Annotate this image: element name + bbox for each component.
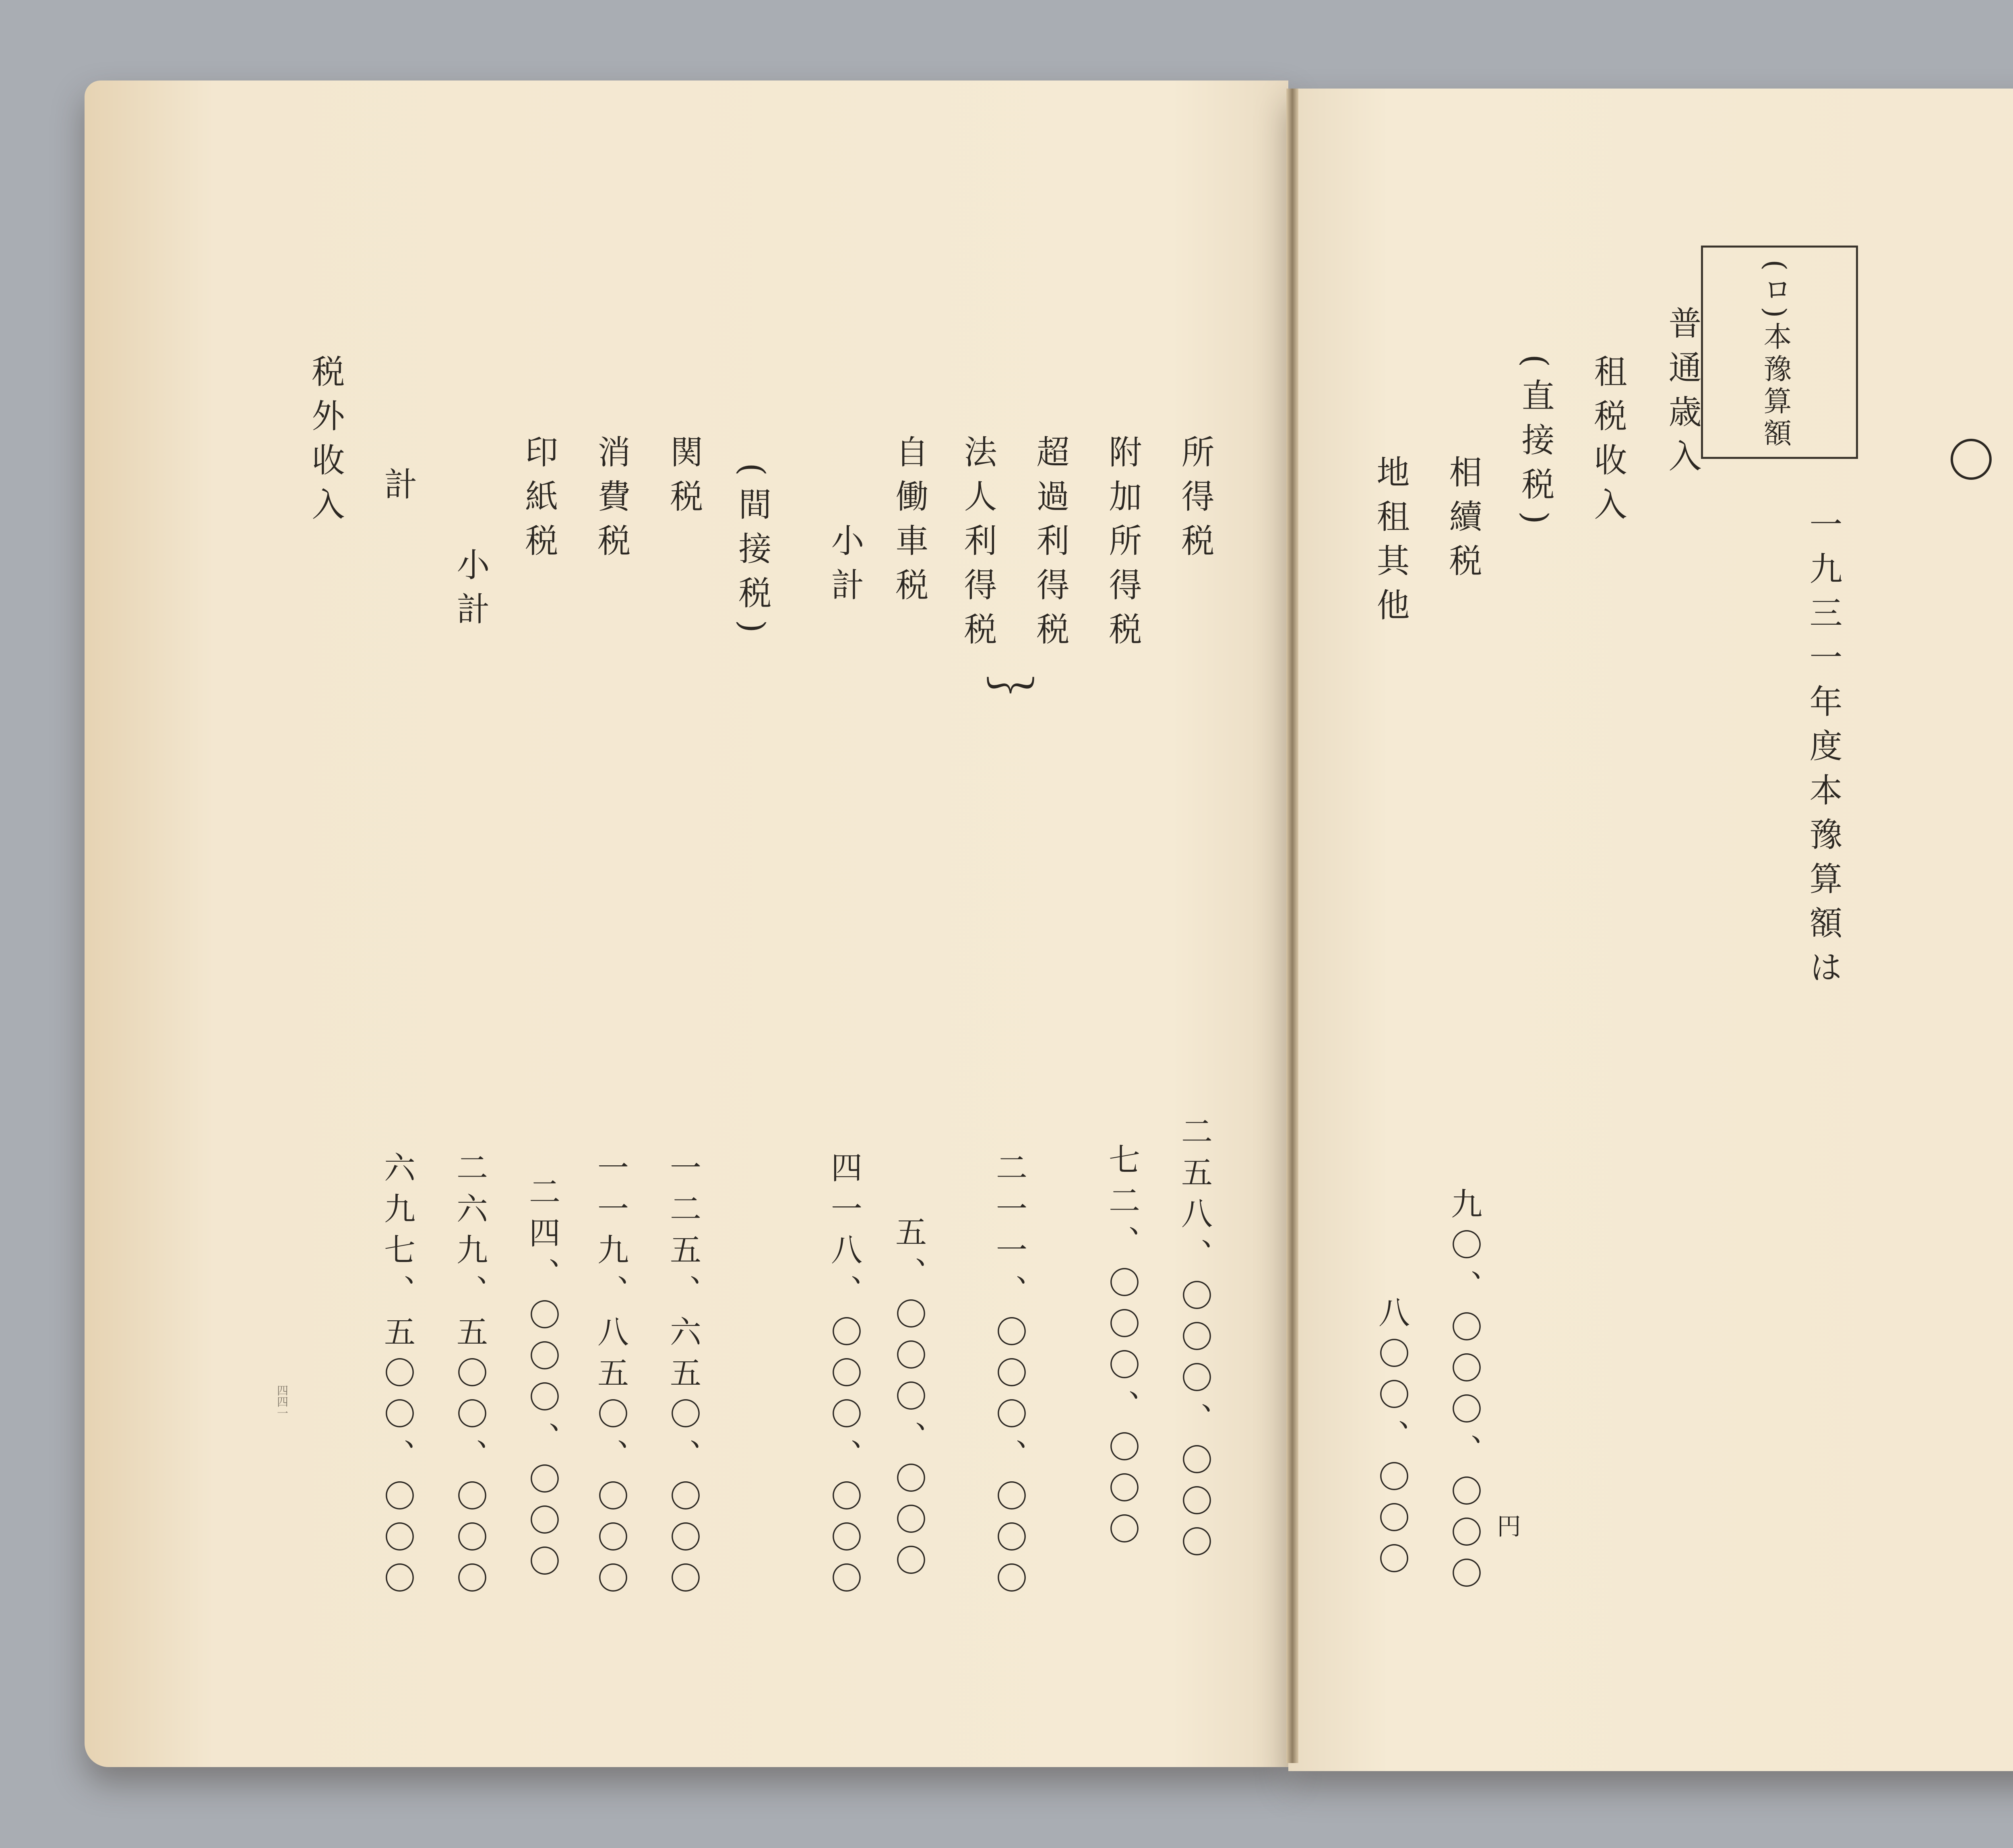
statement-amount-1: 九〇、〇〇〇、〇〇〇	[1446, 1187, 1482, 1598]
left-amount-subtotal-1: 四一八、〇〇〇、〇〇〇	[826, 1151, 862, 1603]
item-inheritance-tax: 相續税	[1444, 455, 1482, 588]
bracket-mark: ︸	[986, 675, 1035, 731]
left-item-automobile-tax: 自働車税	[890, 435, 928, 612]
statement-suffix: 円	[1493, 1514, 1521, 1544]
left-amount-income-tax: 二五八、〇〇〇、〇〇〇	[1176, 1115, 1212, 1567]
left-item-corporate-profit-tax: 法人利得税	[959, 435, 997, 656]
budget-statement: 一九三一年度本豫算額は	[1804, 507, 1842, 994]
left-item-consumption-tax: 消費税	[592, 435, 630, 568]
left-amount-additional-income-tax: 七二、〇〇〇、〇〇〇	[1104, 1143, 1140, 1554]
left-item-additional-income-tax: 附加所得税	[1104, 435, 1142, 656]
left-amount-consumption-tax: 一一九、八五〇、〇〇〇	[592, 1151, 628, 1603]
left-amount-customs: 一二五、六五〇、〇〇〇	[665, 1151, 701, 1603]
left-item-customs: 関税	[665, 435, 703, 523]
left-amount-subtotal-2: 二六九、五〇〇、〇〇〇	[451, 1151, 488, 1603]
left-item-excess-profit-tax: 超過利得税	[1031, 435, 1069, 656]
left-item-total: 計	[379, 467, 417, 511]
left-amount-profit-taxes: 二一一、〇〇〇、〇〇〇	[991, 1151, 1027, 1603]
left-amount-total: 六九七、五〇〇、〇〇〇	[379, 1151, 415, 1603]
left-amount-stamp-tax: 二四、〇〇〇、〇〇〇	[524, 1175, 560, 1586]
item-land-tax-other: 地租其他	[1371, 455, 1410, 632]
section-heading-box	[1701, 246, 1858, 459]
left-item-indirect-tax: (間接税)	[733, 463, 771, 644]
item-direct-tax: (直接税)	[1516, 354, 1554, 535]
left-item-non-tax-revenue: 税外收入	[306, 354, 345, 531]
statement-amount-2: 八〇〇、〇〇〇	[1373, 1296, 1410, 1584]
left-item-subtotal-1: 小計	[826, 523, 864, 612]
circle-mark	[1951, 439, 1992, 480]
section-heading: (ロ)本豫算額	[1759, 260, 1792, 451]
item-general-revenue: 普通歳入	[1663, 306, 1701, 483]
left-item-stamp-tax: 印紙税	[520, 435, 558, 568]
left-amount-automobile-tax: 五、〇〇〇、〇〇〇	[890, 1216, 926, 1585]
left-item-income-tax: 所得税	[1176, 435, 1214, 568]
book-gutter	[1286, 89, 1298, 1763]
item-tax-revenue: 租税收入	[1589, 354, 1627, 531]
left-page-number: 四四一	[275, 1385, 289, 1419]
left-item-subtotal-2: 小計	[451, 547, 490, 636]
